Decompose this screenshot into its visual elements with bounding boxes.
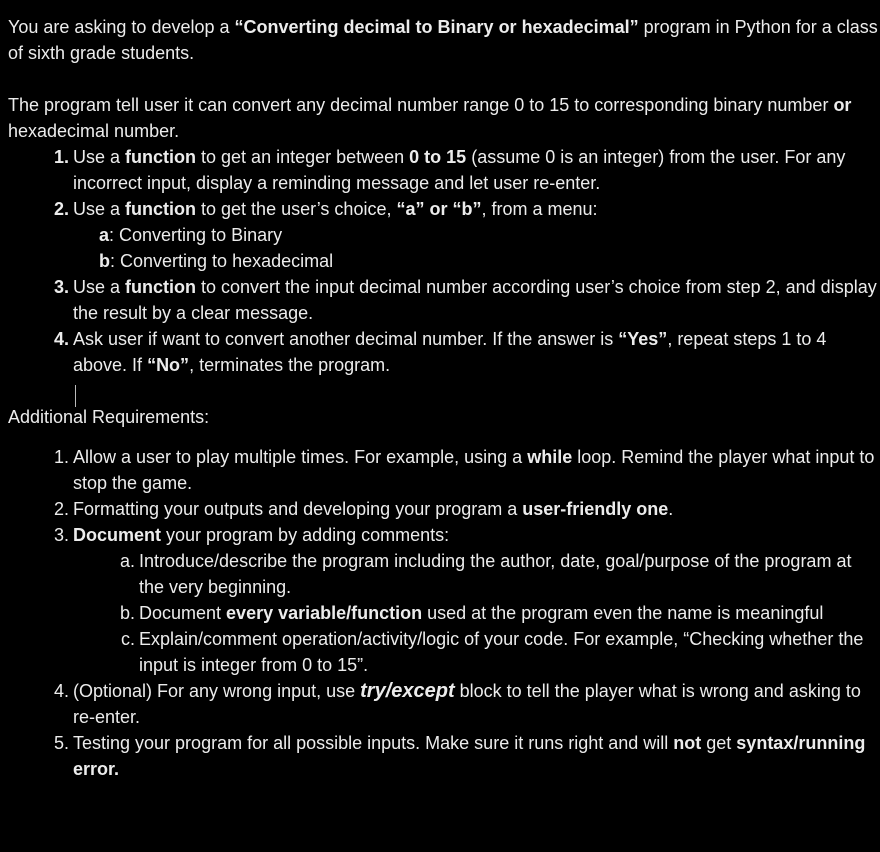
program-title: “Converting decimal to Binary or hexadecimal” bbox=[234, 17, 639, 37]
intro-prefix: You are asking to develop a bbox=[8, 17, 235, 37]
requirements-list bbox=[53, 444, 880, 782]
step-4: 4. Ask user if want to convert another decimal number. If the answer is “Yes”, repeat steps 1 to 4 above. If “No”, terminates the program. bbox=[53, 329, 827, 375]
sub-requirement-c: c. Explain/comment operation/activity/logic of your code. For example, “Checking whether the input is integer from 0 to 15”. bbox=[120, 629, 864, 675]
requirement-3: 3. Document your program by adding comments: a. Introduce/describe the program including the author, date, goal/purpose of the program at the very beginning. b. Document every variable/function used at the program even the name is meaningful c. Explain/comment operation/activity/logic of your code. For example, “Checking whether the input is integer from 0 to 15”. bbox=[73, 522, 880, 678]
intro-paragraph bbox=[8, 14, 880, 66]
step-1: 1. Use a function to get an integer between 0 to 15 (assume 0 is an integer) from the user. For any incorrect input, display a reminding message and let user re-enter. bbox=[53, 147, 846, 193]
documentation-sublist bbox=[119, 548, 880, 678]
menu-options bbox=[99, 222, 880, 274]
sub-requirement-a: a. Introduce/describe the program including the author, date, goal/purpose of the program at the very beginning. bbox=[119, 551, 852, 597]
requirement-2: 2. Formatting your outputs and developing your program a user-friendly one. bbox=[53, 499, 674, 519]
description-paragraph: The program tell user it can convert any decimal number range 0 to 15 to corresponding binary number or hexadecimal number. bbox=[8, 95, 852, 141]
requirement-1: 1. Allow a user to play multiple times. For example, using a while loop. Remind the player what input to stop the game. bbox=[53, 447, 875, 493]
text-cursor bbox=[75, 385, 76, 407]
step-2: 2. Use a function to get the user’s choice, “a” or “b”, from a menu: a: Converting to Binary b: Converting to hexadecimal bbox=[73, 196, 880, 274]
additional-requirements-heading: Additional Requirements: bbox=[8, 407, 210, 427]
intro-suffix: program in Python for a class of sixth grade students. bbox=[8, 17, 878, 63]
menu-option-b: b: Converting to hexadecimal bbox=[99, 251, 334, 271]
requirement-4: 4. (Optional) For any wrong input, use try/except block to tell the player what is wrong and asking to re-enter. bbox=[53, 680, 861, 727]
requirement-5: 5. Testing your program for all possible inputs. Make sure it runs right and will not get syntax/running error. bbox=[53, 733, 866, 779]
steps-list bbox=[53, 144, 880, 378]
sub-requirement-b: b. Document every variable/function used at the program even the name is meaningful bbox=[119, 603, 824, 623]
step-3: 3. Use a function to convert the input decimal number according user’s choice from step 2, and display the result by a clear message. bbox=[53, 277, 877, 323]
menu-option-a: a: Converting to Binary bbox=[99, 225, 283, 245]
